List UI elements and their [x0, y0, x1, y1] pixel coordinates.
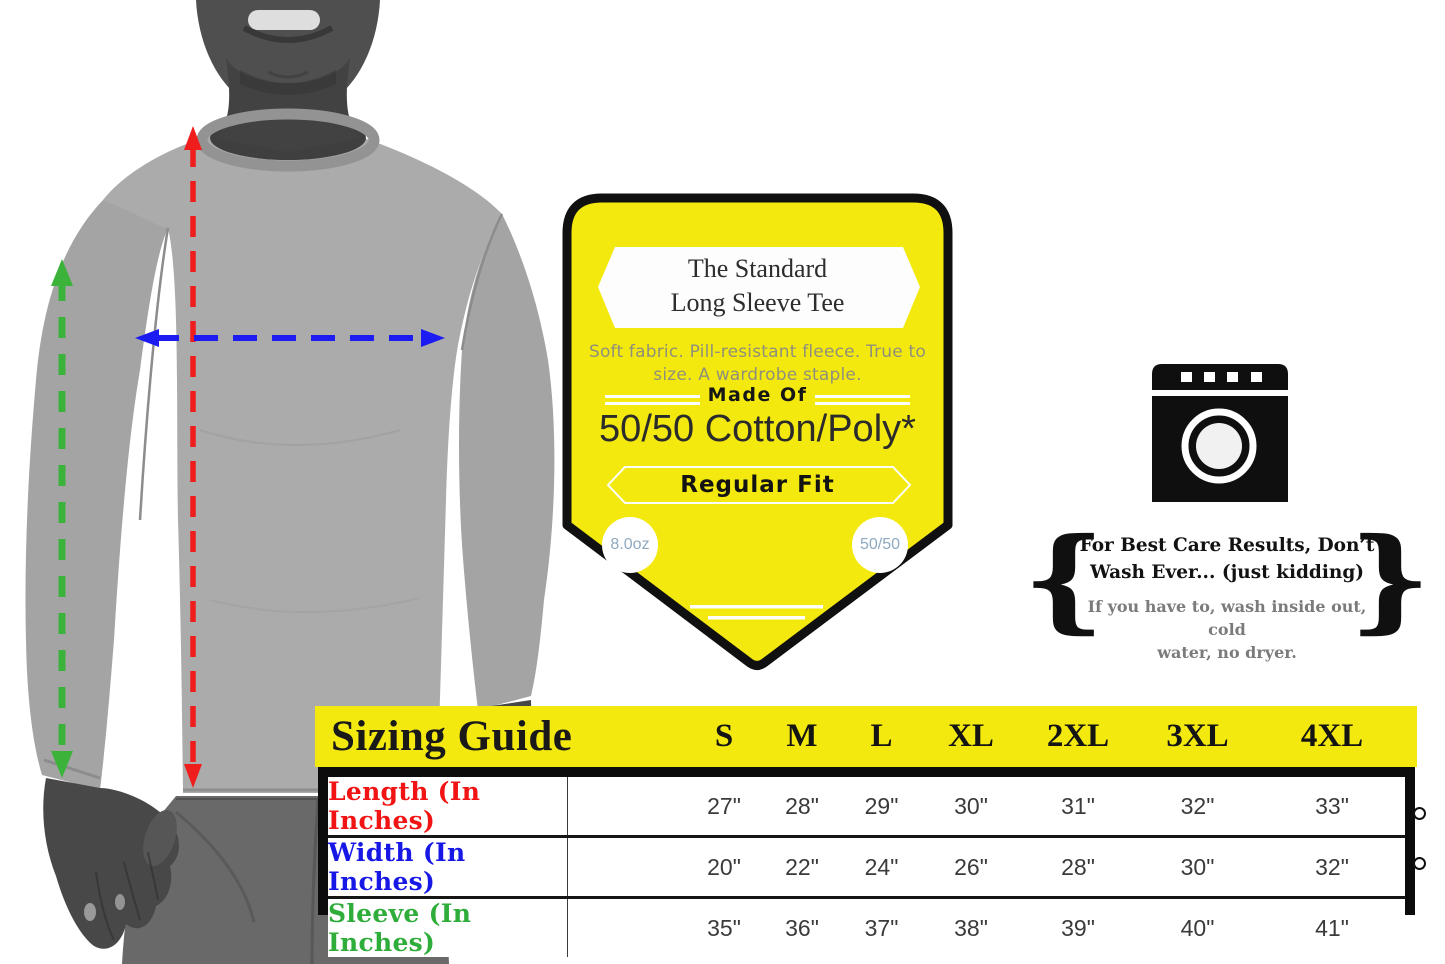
left-brace: { [1022, 514, 1106, 645]
washer-button [1227, 372, 1238, 382]
table-edge-ring [1413, 857, 1426, 870]
column-header-2xl: 2XL [1046, 718, 1110, 754]
right-brace: } [1348, 514, 1432, 645]
sizing-table-header [315, 706, 1417, 767]
column-header-3xl: 3XL [1166, 718, 1229, 754]
table-row-length [328, 777, 1405, 835]
washer-button [1251, 372, 1262, 382]
washer-top-panel [1152, 364, 1288, 390]
cell-width-l: 24" [864, 853, 899, 880]
care-heading [1068, 532, 1386, 586]
fingernail [84, 903, 96, 921]
shirt-left-sleeve [25, 200, 168, 790]
cell-length-m: 28" [785, 792, 819, 819]
column-header-xl: XL [948, 718, 994, 754]
badge-title [560, 252, 955, 320]
washer-door-glass [1196, 423, 1242, 469]
fit-label: Regular Fit [680, 472, 835, 498]
care-subtext-line2: water, no dryer. [1157, 643, 1297, 662]
made-of-label: Made Of [707, 384, 808, 406]
care-heading-line2: Wash Ever... (just kidding) [1089, 562, 1365, 583]
fingernail [115, 894, 125, 910]
row-label-width: Width (In Inches) [328, 838, 568, 896]
row-label-length: Length (In Inches) [328, 777, 568, 835]
washer-button [1204, 372, 1215, 382]
cell-length-2xl: 31" [1061, 792, 1095, 819]
cell-width-m: 22" [785, 853, 819, 880]
cell-sleeve-m: 36" [785, 914, 819, 941]
cell-sleeve-xl: 38" [954, 914, 988, 941]
material-text: 50/50 Cotton/Poly* [599, 408, 916, 450]
cell-width-3xl: 30" [1180, 853, 1215, 880]
cell-width-xl: 26" [954, 853, 988, 880]
care-subtext-line1: If you have to, wash inside out, cold [1087, 597, 1367, 639]
cell-length-4xl: 33" [1315, 792, 1349, 819]
cell-length-xl: 30" [954, 792, 988, 819]
cell-sleeve-s: 35" [707, 914, 741, 941]
weight-badge-label: 8.0oz [610, 536, 650, 553]
table-row-width [328, 835, 1405, 896]
shirt-right-sleeve [459, 214, 554, 710]
badge-description-line2: size. A wardrobe staple. [653, 365, 862, 385]
blend-badge-label: 50/50 [859, 536, 901, 553]
table-edge-ring [1413, 807, 1426, 820]
badge-title-line1: The Standard [687, 254, 828, 283]
care-text [1068, 532, 1386, 664]
smile-teeth [248, 10, 320, 30]
sizing-guide-title: Sizing Guide [331, 713, 573, 760]
sizing-table-body [318, 767, 1415, 957]
cell-width-s: 20" [707, 853, 741, 880]
cell-sleeve-l: 37" [864, 914, 899, 941]
cell-length-3xl: 32" [1180, 792, 1215, 819]
washing-machine-icon [1150, 362, 1290, 504]
badge-description-line1: Soft fabric. Pill-resistant fleece. True to [588, 342, 927, 362]
badge-title-line2: Long Sleeve Tee [670, 288, 845, 317]
badge-description [560, 341, 955, 387]
signature-line [690, 605, 823, 609]
column-header-4xl: 4XL [1300, 718, 1364, 754]
signature-line [708, 616, 805, 620]
cell-width-4xl: 32" [1315, 853, 1349, 880]
cell-width-2xl: 28" [1061, 853, 1095, 880]
cell-sleeve-2xl: 39" [1061, 914, 1095, 941]
column-header-s: S [714, 718, 734, 754]
column-header-l: L [870, 718, 893, 754]
cell-length-l: 29" [864, 792, 899, 819]
product-badge [560, 190, 955, 682]
column-header-m: M [786, 718, 818, 754]
cell-sleeve-3xl: 40" [1180, 914, 1215, 941]
care-subtext [1068, 595, 1386, 664]
care-note [1022, 514, 1432, 670]
table-row-sleeve [328, 896, 1405, 957]
washer-button [1181, 372, 1192, 382]
care-heading-line1: For Best Care Results, Don’t [1079, 535, 1375, 556]
row-label-sleeve: Sleeve (In Inches) [328, 899, 568, 957]
cell-length-s: 27" [707, 792, 741, 819]
cell-sleeve-4xl: 41" [1315, 914, 1349, 941]
